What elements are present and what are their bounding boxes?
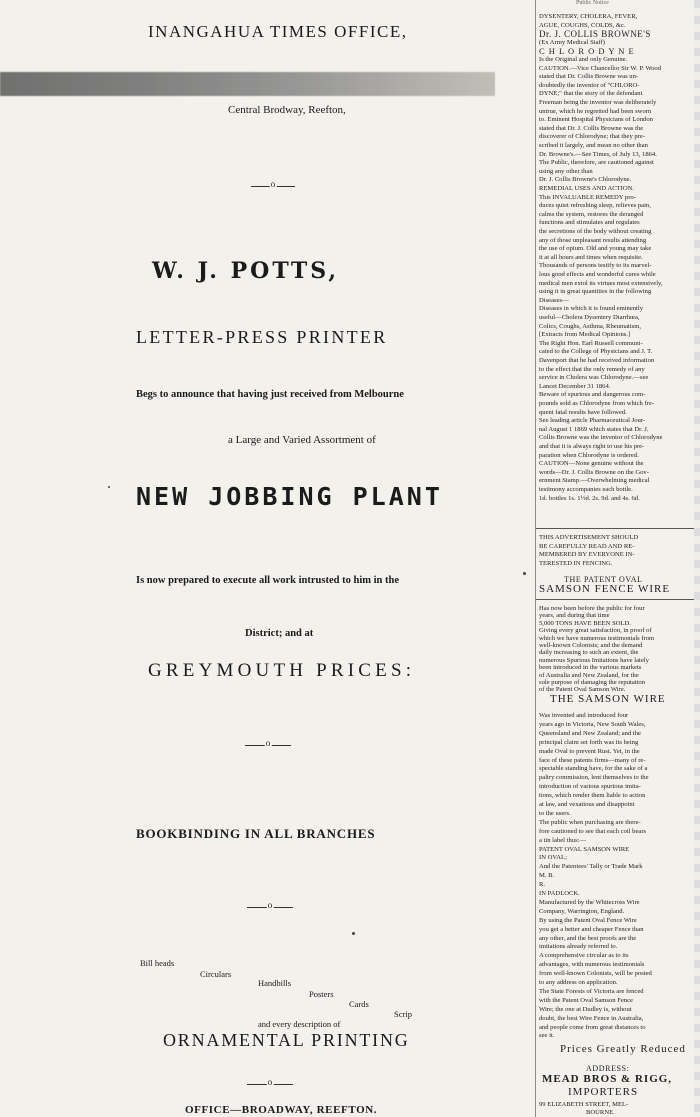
text-line: Queensland and New Zealand; and the bbox=[539, 729, 641, 737]
prepared-line-1: Is now prepared to execute all work intrusted to him in the bbox=[136, 575, 399, 586]
text-line: C H L O R O D Y N E bbox=[539, 46, 635, 57]
text-line: it at all hours and times when requisite. bbox=[539, 253, 643, 261]
text-line: and that it is always right to use his pre- bbox=[539, 443, 645, 450]
divider bbox=[251, 186, 295, 187]
office-footer: OFFICE—BROADWAY, REEFTON. bbox=[185, 1104, 378, 1116]
text-line: untrue, which he regretted had been sworn bbox=[539, 107, 652, 115]
divider bbox=[536, 599, 700, 600]
announcement-line-2: a Large and Varied Assortment of bbox=[228, 434, 376, 446]
ink-speck bbox=[523, 572, 526, 575]
text-line: been introduced in the various markets bbox=[539, 664, 642, 672]
text-line: M. B. bbox=[539, 872, 555, 880]
text-line: DYSENTERY, CHOLERA, FEVER, bbox=[539, 13, 638, 20]
text-line: MEMBERED BY EVERYONE IN- bbox=[539, 551, 635, 558]
text-line: The State Forests of Victoria are fenced bbox=[539, 987, 644, 995]
text-line: Wire; the one at Dudley is, without bbox=[539, 1005, 632, 1013]
text-line: see it. bbox=[539, 1032, 555, 1040]
text-line: DYNE;" that the story of the defendant bbox=[539, 90, 643, 98]
text-line: of Australia and New Zealand, for the bbox=[539, 671, 639, 679]
text-line: nal August 1 1869 which states that Dr. J. bbox=[539, 425, 649, 433]
text-line: Davenport that he had received information bbox=[539, 357, 655, 364]
text-line: the use of opium. Old and young may take bbox=[539, 245, 652, 253]
importers: IMPORTERS bbox=[568, 1086, 639, 1098]
ink-speck bbox=[352, 932, 355, 935]
text-line: The Public, therefore, are cautioned against bbox=[539, 159, 654, 167]
text-line: scribed it largely, and mean no other than bbox=[539, 142, 648, 149]
prepared-line-2: District; and at bbox=[245, 628, 314, 639]
text-line: This INVALUABLE REMEDY pro- bbox=[539, 193, 636, 201]
text-line: using it in great quantities in the following bbox=[539, 288, 652, 296]
divider bbox=[536, 528, 700, 529]
text-line: THIS ADVERTISEMENT SHOULD bbox=[539, 534, 639, 541]
text-line: See leading article Pharmaceutical Jour- bbox=[539, 417, 646, 425]
text-line: with the Patent Oval Samson Fence bbox=[539, 996, 633, 1004]
text-line: cated to the College of Physicians and J. T. bbox=[539, 348, 653, 356]
text-line: face of these patents firms—many of re- bbox=[539, 756, 646, 764]
street-address: 99 ELIZABETH STREET, MEL- bbox=[539, 1101, 629, 1108]
text-line: years ago in Victoria, New South Wales, bbox=[539, 720, 646, 728]
text-line: Dr. J. COLLIS BROWNE'S bbox=[539, 29, 651, 40]
text-line: words—Dr. J. Collis Browne on the Gov- bbox=[539, 468, 649, 476]
text-line: using any other than bbox=[539, 167, 593, 175]
text-line: discoverer of Chlorodyne; that they pre- bbox=[539, 133, 646, 141]
text-line: ernment Stamp.—Overwhelming medical bbox=[539, 477, 650, 485]
text-line: Company, Warrington, England. bbox=[539, 907, 625, 915]
text-line: from well-known Colonists, will be posted bbox=[539, 970, 652, 978]
text-line: Freeman being the inventor was deliberately bbox=[539, 99, 657, 106]
text-line: made Oval to prevent Rust. Yet, in the bbox=[539, 747, 640, 755]
text-line: duces quiet refreshing sleep, relieves pain, bbox=[539, 202, 651, 210]
address: Central Brodway, Reefton, bbox=[228, 104, 346, 116]
text-line: to. Eminent Hospital Physicians of London bbox=[539, 116, 653, 124]
patent-oval-heading: THE PATENT OVAL bbox=[564, 575, 643, 584]
text-line: AGUE, COUGHS, COLDS, &c. bbox=[539, 21, 626, 29]
city: BOURNE. bbox=[586, 1109, 615, 1116]
proprietor-name: W. J. POTTS, bbox=[152, 258, 340, 284]
trade-heading: LETTER-PRESS PRINTER bbox=[136, 327, 388, 347]
text-line: lous good effects and wonderful cures while bbox=[539, 271, 656, 278]
text-line: of the Patent Oval Samson Wire. bbox=[539, 686, 626, 694]
service-item: Bill heads bbox=[140, 958, 175, 968]
text-line: to the users. bbox=[539, 809, 571, 817]
text-line: Thousands of persons testify to its marvel- bbox=[539, 262, 652, 270]
text-line: any other, and the best proofs are the bbox=[539, 934, 637, 942]
text-line: TERESTED IN FENCING. bbox=[539, 559, 613, 567]
samson-wire-heading: THE SAMSON WIRE bbox=[550, 693, 666, 705]
text-line: spectable standing have, for the sake of a bbox=[539, 765, 648, 773]
text-line: PATENT OVAL SAMSON WIRE bbox=[539, 845, 630, 853]
text-line: useful—Cholera Dysentery Diarrhœa, bbox=[539, 314, 640, 321]
ink-blot-band bbox=[0, 72, 495, 96]
text-line: principal claim set forth was its being bbox=[539, 738, 639, 746]
text-line: well-known Colonists; and the demand bbox=[539, 642, 643, 649]
text-line: to any address on application. bbox=[539, 979, 618, 986]
text-line: Lancet December 31 1864. bbox=[539, 382, 611, 390]
text-line: IN OVAL; bbox=[539, 854, 567, 862]
text-line: 1d. bottles 1s. 1½d. 2s. 9d. and 4s. 6d. bbox=[539, 494, 640, 502]
text-line: introduction of various spurious imita- bbox=[539, 783, 641, 791]
address-label: ADDRESS: bbox=[586, 1064, 630, 1073]
text-line: CAUTION—None genuine without the bbox=[539, 460, 644, 468]
text-line: Has now been before the public for four bbox=[539, 605, 645, 612]
text-line: calms the system, restores the deranged bbox=[539, 210, 644, 218]
text-line: pounds sold as Chlorodyne from which fre- bbox=[539, 400, 655, 407]
samson-heading: SAMSON FENCE WIRE bbox=[539, 583, 671, 595]
text-line: service in Cholera was Chlorodyne.—see bbox=[539, 374, 649, 382]
text-line: Diseases in which it is found eminently bbox=[539, 305, 644, 313]
text-line: advantages, with numerous testimonials bbox=[539, 961, 645, 969]
plant-heading: NEW JOBBING PLANT bbox=[136, 482, 443, 511]
divider bbox=[245, 745, 291, 746]
text-line: (Ex Army Medical Staff) bbox=[539, 38, 605, 46]
text-line: Manufactured by the Whitecross Wire bbox=[539, 898, 640, 906]
service-item: Cards bbox=[349, 999, 369, 1009]
column-header: Public Notice bbox=[576, 0, 609, 6]
page-edge bbox=[694, 0, 700, 1117]
right-column bbox=[535, 0, 700, 1117]
text-line: imitations already referred to. bbox=[539, 943, 618, 951]
prices-heading: GREYMOUTH PRICES: bbox=[148, 660, 416, 681]
text-line: Collis Browne was the inventor of Chlorodyne bbox=[539, 434, 663, 442]
text-line: medical men extol its virtues most extensively, bbox=[539, 279, 663, 287]
bookbinding-heading: BOOKBINDING IN ALL BRANCHES bbox=[136, 826, 376, 841]
text-line: doubt, the best Wire Fence in Australia, bbox=[539, 1014, 644, 1022]
divider bbox=[247, 1084, 293, 1085]
text-line: stated that Dr. Collis Browne was un- bbox=[539, 73, 639, 81]
text-line: paration when Chlorodyne is ordered. bbox=[539, 451, 639, 459]
text-line: any of those unpleasant results attending bbox=[539, 236, 647, 244]
text-line: REMEDIAL USES AND ACTION. bbox=[539, 185, 634, 192]
text-line: at law, and vexatious and disappoint bbox=[539, 801, 635, 808]
text-line: to the effect that the only remedy of any bbox=[539, 365, 645, 373]
firm-name: MEAD BROS & RIGG, bbox=[542, 1073, 673, 1085]
text-line: Diseases— bbox=[539, 296, 569, 304]
text-line: Beware of spurious and dangerous com- bbox=[539, 391, 646, 399]
text-line: [Extracts from Medical Opinions.] bbox=[539, 331, 631, 339]
text-line: Giving every great satisfaction, in proof of bbox=[539, 627, 652, 635]
text-line: which we have numerous testimonials from bbox=[539, 634, 655, 642]
office-title: INANGAHUA TIMES OFFICE, bbox=[148, 22, 408, 41]
text-line: The public when purchasing are there- bbox=[539, 818, 641, 826]
service-item: Scrip bbox=[394, 1009, 412, 1019]
divider bbox=[247, 907, 293, 908]
text-line: tions, which render them liable to action bbox=[539, 792, 646, 800]
text-line: a tin label thus:— bbox=[539, 836, 587, 844]
text-line: and people come from great distances to bbox=[539, 1023, 646, 1031]
text-line: R. bbox=[539, 881, 546, 889]
text-line: 5,000 TONS HAVE BEEN SOLD. bbox=[539, 619, 631, 627]
text-line: The Right Hon. Earl Russell communi- bbox=[539, 339, 643, 347]
text-line: Is the Original and only Genuine. bbox=[539, 56, 628, 63]
text-line: By using the Patent Oval Fence Wire bbox=[539, 916, 637, 924]
text-line: Was invented and introduced four bbox=[539, 712, 629, 719]
text-line: BE CAREFULLY READ AND RE- bbox=[539, 542, 635, 550]
text-line: A comprehensive circular as to its bbox=[539, 952, 629, 960]
text-line: sole purpose of damaging the reputation bbox=[539, 679, 646, 686]
announcement-line-1: Begs to announce that having just received from Melbourne bbox=[136, 389, 404, 400]
text-line: Dr. Browne's.—See Times, of July 13, 1864. bbox=[539, 150, 657, 158]
text-line: paltry commission, lent themselves to the bbox=[539, 774, 649, 782]
text-line: stated that Dr. J. Collis Browne was the bbox=[539, 124, 644, 132]
text-line: the secretions of the body without creating bbox=[539, 228, 652, 235]
text-line: testimony accompanies each bottle. bbox=[539, 486, 633, 493]
service-item: Posters bbox=[309, 989, 334, 999]
text-line: daily increasing to such an extent, the bbox=[539, 649, 639, 657]
text-line: fore cautioned to see that each coil bears bbox=[539, 827, 647, 835]
service-item: Circulars bbox=[200, 969, 232, 979]
text-line: quent fatal results have followed. bbox=[539, 408, 627, 416]
text-line: functions and stimulates and regulates bbox=[539, 219, 640, 227]
text-line: Colics, Coughs, Asthma, Rheumatism, bbox=[539, 322, 642, 330]
text-line: And the Patentees' Tally or Trade Mark bbox=[539, 863, 643, 871]
prices-reduced: Prices Greatly Reduced bbox=[560, 1043, 686, 1055]
ink-speck bbox=[108, 486, 110, 488]
text-line: CAUTION.—Vice Chancellor Sir W. P. Wood bbox=[539, 64, 662, 72]
text-line: numerous Spurious Imitations have lately bbox=[539, 656, 649, 664]
text-line: Dr. J. Collis Browne's Chlorodyne. bbox=[539, 176, 632, 184]
text-line: you get a better and cheaper Fence than bbox=[539, 925, 644, 933]
text-line: years, and during that time bbox=[539, 612, 610, 620]
service-item: Handbills bbox=[258, 978, 292, 988]
text-line: doubtedly the inventor of "CHLORO- bbox=[539, 81, 640, 89]
text-line: IN PADLOCK. bbox=[539, 890, 580, 897]
ornamental-heading: ORNAMENTAL PRINTING bbox=[163, 1030, 410, 1050]
every-description: and every description of bbox=[258, 1019, 341, 1029]
